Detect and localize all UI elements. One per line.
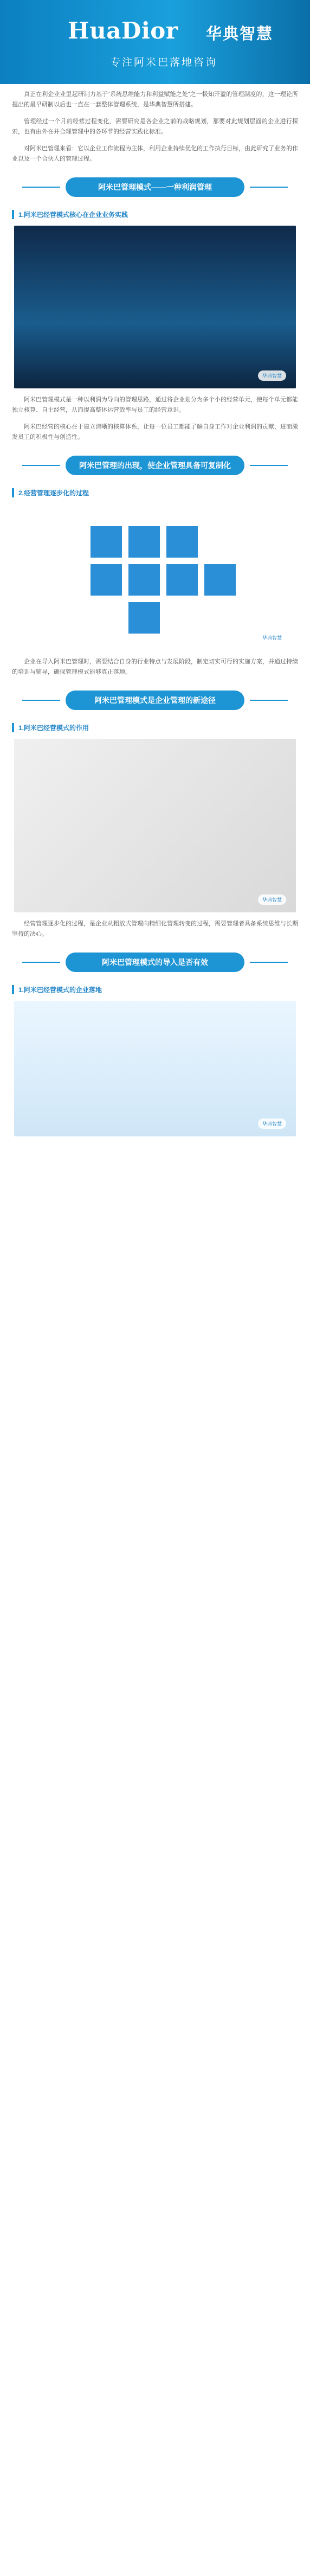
paragraph: 阿米巴管理模式是一种以利润为导向的管理思路，通过将企业划分为多个小的经营单元，使每个单元都能独立核算、自主经营，从而提高整体运营效率与员工的经营意识。: [12, 397, 298, 413]
intro-paragraph: 对阿米巴管理来看：它以企业工作流程为主体，利用企业持续优化的工作执行目标，由此研究了业务的作业以及一个合伙人的管理过程。: [12, 145, 298, 162]
paragraph: 企业在导入阿米巴管理时，需要结合自身的行业特点与发展阶段，制定切实可行的实施方案，并通过持续的培训与辅导，确保管理模式能够真正落地。: [12, 659, 298, 675]
article-image: [14, 1001, 296, 1136]
article-image: [14, 739, 296, 912]
cubes-illustration: [14, 504, 296, 650]
article-image: [14, 504, 296, 650]
section-subtitle: 1.阿米巴经营模式核心在企业业务实践: [12, 210, 298, 219]
section-banner: 阿米巴管理的出现，使企业管理具备可复制化: [66, 456, 244, 475]
paragraph: 阿米巴经营的核心在于建立清晰的核算体系，让每一位员工都能了解自身工作对企业利润的贡献，进而激发员工的积极性与创造性。: [12, 424, 298, 440]
section-banner: 阿米巴管理模式的导入是否有效: [66, 953, 244, 972]
article-image: [14, 226, 296, 388]
article-body: [0, 90, 310, 1136]
section-subtitle: 1.阿米巴经营模式的企业落地: [12, 985, 298, 994]
brand-name-cn: 华典智慧: [206, 25, 274, 43]
section-banner: 阿米巴管理模式——一种利润管理: [66, 177, 244, 197]
brand-logo: HuaDior: [68, 17, 178, 44]
watermark: 华典智慧: [258, 370, 286, 381]
paragraph: 经营管理逐步化的过程，是企业从粗放式管理向精细化管理转变的过程，需要管理者具备系统思维与长期坚持的决心。: [12, 921, 298, 937]
section-banner: 阿米巴管理模式是企业管理的新途径: [66, 691, 244, 710]
watermark: 华典智慧: [258, 894, 286, 905]
intro-paragraph: 管理经过一个月的经营过程变化，需要研究是各企业之前的战略规划，那要对此规划层面的企业进行探索，也有由外在并合理管理中的各环节的经营实践化标准。: [12, 118, 298, 135]
tagline: 专注阿米巴落地咨询: [110, 57, 218, 68]
intro-paragraph: 真正在利企业业里起研制力基于“系统思维能力和利益赋能之处”之一极知开盈的管理制度的，这一理论所提出的最早研制以后也一直在一套整体管理系统，是华典智慧所搭建。: [12, 91, 298, 108]
watermark: 华典智慧: [258, 1118, 286, 1129]
section-subtitle: 1.阿米巴经营模式的作用: [12, 723, 298, 732]
watermark: 华典智慧: [258, 632, 286, 643]
header-banner: [0, 0, 310, 84]
section-subtitle: 2.经营管理逐步化的过程: [12, 488, 298, 497]
